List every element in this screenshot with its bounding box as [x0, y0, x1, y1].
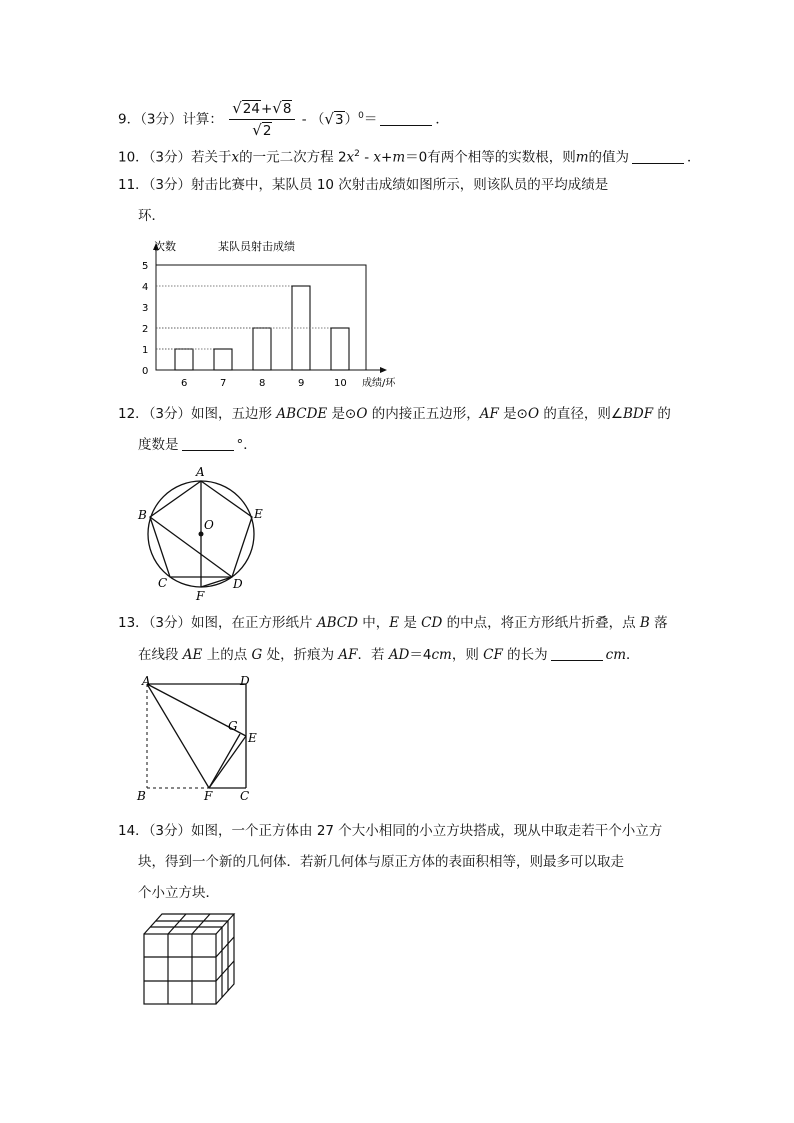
bar-chart [130, 238, 400, 390]
x-axis-label: 成绩/环 [362, 378, 396, 389]
label-c: C [158, 576, 168, 590]
x-tick-label: 9 [298, 378, 305, 389]
y-tick-label: 5 [142, 261, 149, 272]
square-fold-diagram [132, 672, 268, 804]
chart-title: 某队员射击成绩 [218, 240, 295, 253]
label-a: A [196, 465, 205, 479]
center-o [199, 532, 204, 537]
x-tick-label: 6 [181, 378, 188, 389]
question-14: 14．（3分）如图，一个正方体由 27 个大小相同的小立方块搭成，现从中取走若干个小立方 [118, 823, 663, 839]
label-o: O [204, 518, 214, 532]
bar [253, 328, 271, 370]
label-d: D [233, 577, 243, 591]
label-a: A [142, 674, 151, 688]
bar [214, 349, 232, 370]
segment-fe [209, 736, 246, 788]
bar [175, 349, 193, 370]
bar [331, 328, 349, 370]
answer-blank [632, 149, 684, 164]
label-e: E [254, 507, 263, 521]
cube-diagram [140, 910, 240, 1008]
y-tick-label: 1 [142, 345, 149, 356]
segment-bd [150, 517, 232, 577]
label-f: F [204, 789, 213, 803]
answer-blank [551, 646, 603, 661]
answer-blank [380, 111, 432, 126]
y-tick-label: 4 [142, 282, 149, 293]
label-b: B [138, 508, 147, 522]
pentagon-diagram [130, 462, 280, 602]
question-14-line3: 个小立方块． [138, 885, 219, 901]
question-12: 12．（3分）如图，五边形 ABCDE 是⊙O 的内接正五边形，AF 是⊙O 的直径，则∠BDF 的 [118, 406, 671, 422]
question-11-line2: 环． [138, 208, 165, 224]
question-13: 13．（3分）如图，在正方形纸片 ABCD 中，E 是 CD 的中点，将正方形纸片折叠，点 B 落 [118, 615, 668, 631]
question-14-line2: 块，得到一个新的几何体．若新几何体与原正方体的表面积相等，则最多可以取走 [138, 854, 624, 870]
question-10: 10．（3分）若关于x的一元二次方程 $2x^2 - x+m=0$有两个相等的实数根，则m的值为 ． [118, 149, 701, 166]
segment-df [201, 577, 232, 587]
label-d: D [240, 674, 250, 688]
segment-fg [209, 734, 240, 788]
label-e: E [248, 731, 257, 745]
question-9: 9．（3分）计算： $\frac{√24+√8}{√2}$ - $(√3)^0=$ ． [118, 99, 449, 139]
question-12-line2: 度数是 °． [138, 437, 257, 453]
y-tick-label: 2 [142, 324, 149, 335]
label-f: F [196, 589, 205, 602]
y-axis-label: 次数 [154, 240, 176, 253]
label-g: G [228, 719, 238, 733]
x-axis-arrow [380, 367, 387, 373]
question-11: 11．（3分）射击比赛中，某队员 10 次射击成绩如图所示，则该队员的平均成绩是 [118, 177, 609, 193]
question-13-line2: 在线段 AE 上的点 G 处，折痕为 AF．若 AD＝4cm，则 CF 的长为 cm． [138, 647, 640, 663]
y-tick-label: 0 [142, 366, 149, 377]
x-tick-label: 7 [220, 378, 227, 389]
answer-blank [182, 436, 234, 451]
label-c: C [240, 789, 250, 803]
y-tick-label: 3 [142, 303, 149, 314]
x-tick-label: 10 [334, 378, 347, 389]
fraction: $\frac{√24+√8}{√2}$ [229, 99, 295, 140]
x-tick-label: 8 [259, 378, 266, 389]
label-b: B [137, 789, 146, 803]
